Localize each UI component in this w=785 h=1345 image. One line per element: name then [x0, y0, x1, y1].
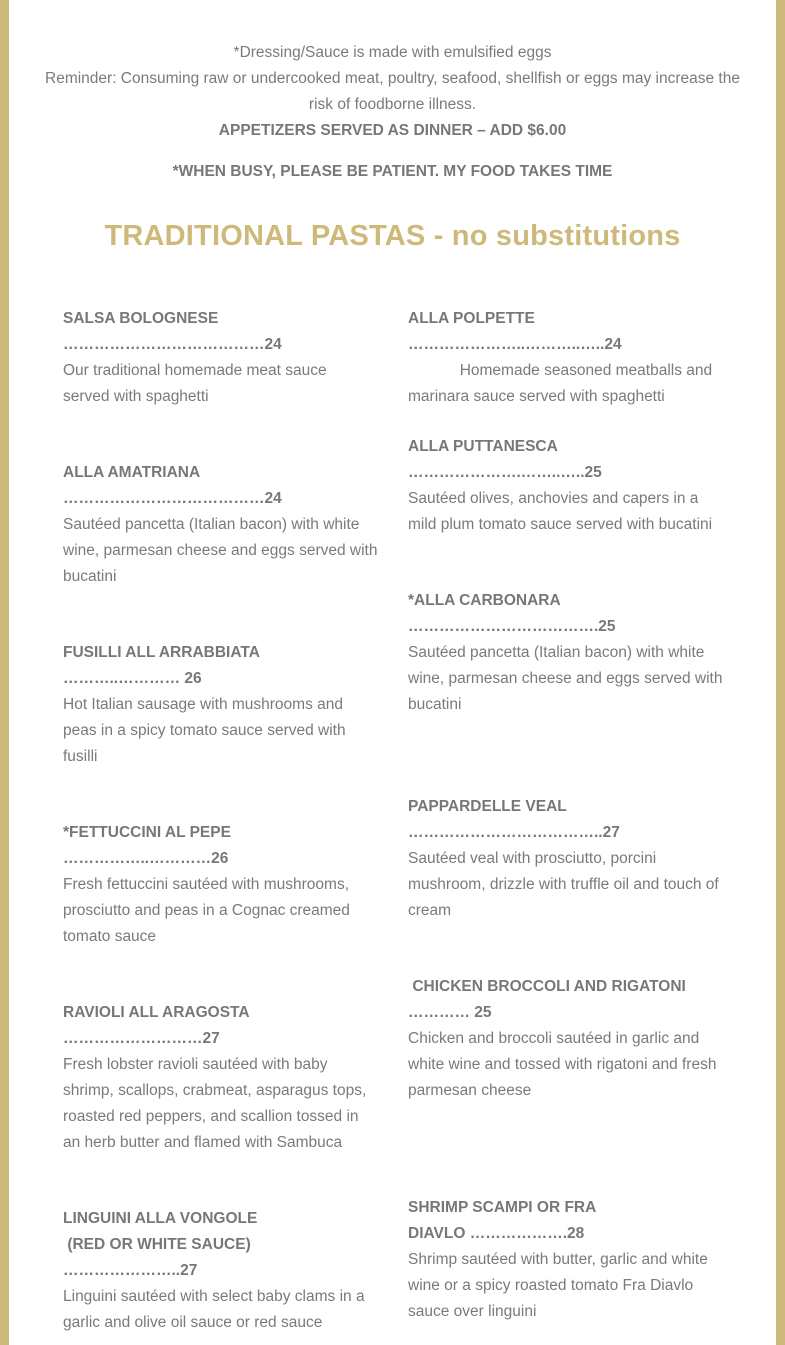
item-name: *FETTUCCINI AL PEPE ……………..…………26: [63, 824, 231, 867]
egg-note: *Dressing/Sauce is made with emulsified eggs: [233, 44, 552, 61]
left-border: [0, 0, 9, 1345]
item-description: Fresh lobster ravioli sautéed with baby shrimp, scallops, crabmeat, asparagus tops, roasted red peppers, and scallion tossed in an herb butter and flamed with Sambuca: [63, 1056, 371, 1151]
menu-item-alla-puttanesca: [408, 434, 724, 538]
item-name: ALLA AMATRIANA …………………………………24: [63, 464, 282, 507]
patience-note: *WHEN BUSY, PLEASE BE PATIENT. MY FOOD TAKES TIME: [172, 163, 613, 180]
item-name: SHRIMP SCAMPI OR FRA DIAVLO ……………….28: [408, 1199, 597, 1242]
menu-item-ravioli-aragosta: [63, 1000, 379, 1156]
menu-item-alla-carbonara: [408, 588, 724, 718]
item-description: Sautéed pancetta (Italian bacon) with white wine, parmesan cheese and eggs served with bucatini: [63, 516, 382, 585]
menu-item-shrimp-scampi: [408, 1195, 724, 1325]
item-description: Our traditional homemade meat sauce served with spaghetti: [63, 362, 327, 405]
item-description: Sautéed olives, anchovies and capers in a mild plum tomato sauce served with bucatini: [408, 490, 713, 533]
item-description: Shrimp sautéed with butter, garlic and white wine or a spicy roasted tomato Fra Diavlo sauce over linguini: [408, 1251, 713, 1320]
menu-item-fusilli-arrabbiata: [63, 640, 379, 770]
item-name: SALSA BOLOGNESE …………………………………24: [63, 310, 282, 353]
item-name: CHICKEN BROCCOLI AND RIGATONI ………… 25: [408, 978, 691, 1021]
item-name: PAPPARDELLE VEAL ………………………………..27: [408, 798, 620, 841]
item-description: Linguini sautéed with select baby clams in a garlic and olive oil sauce or red sauce: [63, 1288, 369, 1331]
menu-item-fettuccini-al-pepe: [63, 820, 379, 950]
item-description: Fresh fettuccini sautéed with mushrooms, prosciutto and peas in a Cognac creamed tomato sauce: [63, 876, 355, 945]
menu-item-pappardelle-veal: [408, 794, 724, 924]
menu-item-alla-polpette: [408, 306, 724, 410]
item-description: Homemade seasoned meatballs and marinara sauce served with spaghetti: [408, 362, 717, 405]
item-name: RAVIOLI ALL ARAGOSTA ………………………27: [63, 1004, 250, 1047]
right-border: [776, 0, 785, 1345]
item-description: Sautéed veal with prosciutto, porcini mushroom, drizzle with truffle oil and touch of cream: [408, 850, 724, 919]
item-name: ALLA POLPETTE …………………..………..…..24: [408, 310, 622, 353]
item-description: Hot Italian sausage with mushrooms and peas in a spicy tomato sauce served with fusilli: [63, 696, 350, 765]
menu-notes: [40, 40, 745, 185]
item-description: Sautéed pancetta (Italian bacon) with white wine, parmesan cheese and eggs served with bucatini: [408, 644, 723, 713]
menu-item-linguini-vongole: [63, 1206, 379, 1336]
menu-item-alla-amatriana: [63, 460, 382, 590]
menu-item-chicken-broccoli-rigatoni: [408, 974, 724, 1104]
item-name: LINGUINI ALLA VONGOLE (RED OR WHITE SAUCE) …………………..27: [63, 1210, 258, 1279]
appetizer-note: APPETIZERS SERVED AS DINNER – ADD $6.00: [218, 122, 567, 139]
section-title: TRADITIONAL PASTAS - no substitutions: [104, 220, 681, 252]
item-name: ALLA PUTTANESCA ………………….……..…..25: [408, 438, 602, 481]
menu-item-salsa-bolognese: [63, 306, 379, 410]
item-description: Chicken and broccoli sautéed in garlic and white wine and tossed with rigatoni and fresh parmesan cheese: [408, 1030, 721, 1099]
foodborne-reminder: Reminder: Consuming raw or undercooked meat, poultry, seafood, shellfish or eggs may increase the risk of foodborne illness.: [45, 70, 740, 113]
item-name: *ALLA CARBONARA ……………………………….25: [408, 592, 616, 635]
item-name: FUSILLI ALL ARRABBIATA ………..………… 26: [63, 644, 264, 687]
